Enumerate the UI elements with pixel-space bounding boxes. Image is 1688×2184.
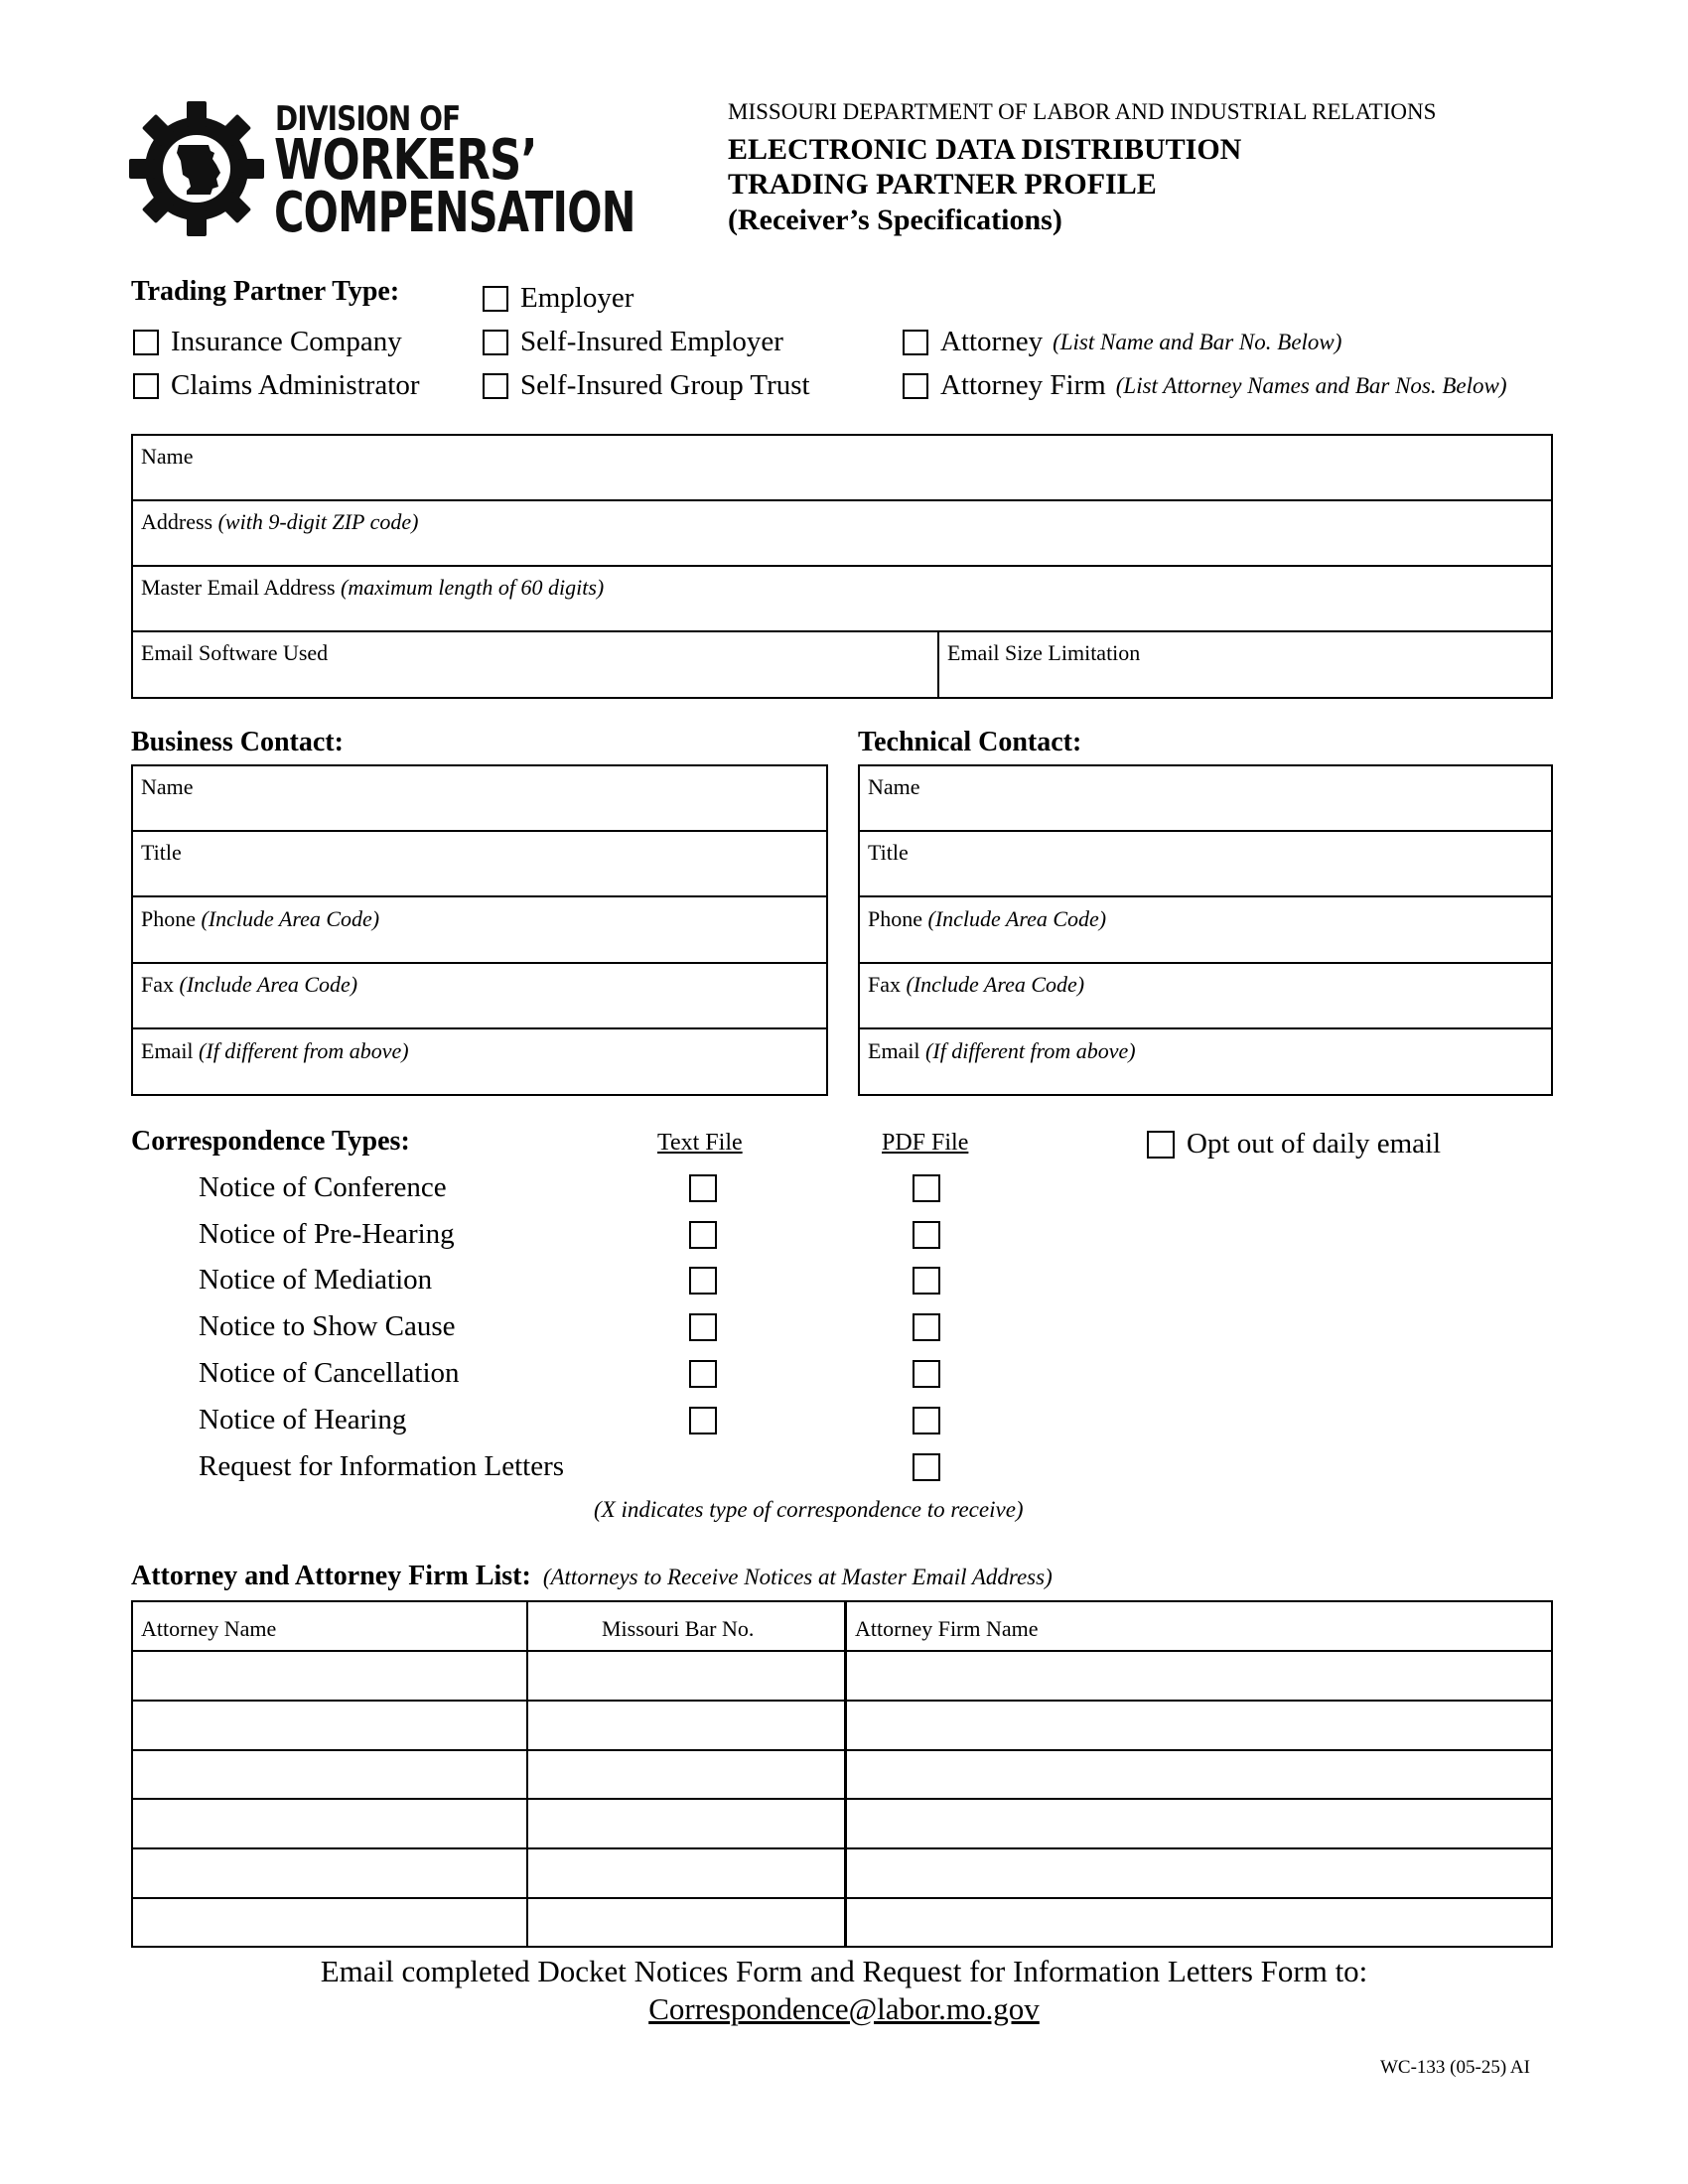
department-name: MISSOURI DEPARTMENT OF LABOR AND INDUSTRIAL RELATIONS [728,99,1437,124]
pdf-file-checkbox-mediation[interactable] [913,1267,940,1295]
employer-checkbox[interactable] [483,286,508,312]
text-file-checkbox-pre-hearing[interactable] [689,1221,717,1249]
name-field[interactable] [133,436,1551,501]
text-file-checkbox-conference[interactable] [689,1174,717,1202]
option-self-insured-group-trust[interactable] [483,369,810,402]
business-fax-field[interactable] [133,964,826,1029]
pdf-file-checkbox-hearing[interactable] [913,1407,940,1434]
attorney-label: Attorney [940,326,1044,357]
opt-out-checkbox[interactable] [1147,1131,1175,1159]
email-software-field[interactable] [133,632,939,698]
form-title-3: (Receiver’s Specifications) [728,204,1062,236]
attorney-checkbox[interactable] [903,330,928,355]
self-insured-group-trust-checkbox[interactable] [483,373,508,399]
opt-out-label: Opt out of daily email [1187,1128,1442,1160]
technical-title-label: Title [868,840,909,865]
column-header-attorney-name: Attorney Name [141,1616,277,1641]
business-phone-note: (Include Area Code) [201,906,380,931]
business-email-label: Email [141,1038,194,1063]
row-divider [133,1650,1551,1652]
technical-phone-note: (Include Area Code) [927,906,1107,931]
business-email-note: (If different from above) [199,1038,409,1063]
technical-email-field[interactable] [860,1030,1551,1096]
claims-administrator-label: Claims Administrator [171,369,420,401]
column-divider [526,1602,528,1946]
logo-line-2: WORKERS’ [274,128,537,193]
attorney-firm-note: (List Attorney Names and Bar Nos. Below) [1115,372,1507,398]
technical-phone-label: Phone [868,906,922,931]
attorney-firm-checkbox[interactable] [903,373,928,399]
master-email-label: Master Email Address [141,575,336,600]
text-file-checkbox-show-cause[interactable] [689,1313,717,1341]
logo-line-1: DIVISION OF [275,99,461,139]
form-number: WC-133 (05-25) AI [1380,2057,1530,2078]
column-header-bar-number: Missouri Bar No. [602,1616,755,1641]
pdf-file-checkbox-conference[interactable] [913,1174,940,1202]
business-fax-note: (Include Area Code) [179,972,358,997]
submission-email-container [0,1991,1688,2027]
business-name-label: Name [141,774,194,799]
pdf-file-checkbox-pre-hearing[interactable] [913,1221,940,1249]
employer-label: Employer [520,282,634,314]
opt-out-daily-email[interactable] [1147,1128,1441,1160]
business-contact-box [131,764,828,1096]
column-header-firm-name: Attorney Firm Name [855,1616,1039,1641]
self-insured-employer-label: Self-Insured Employer [520,326,783,357]
correspondence-footnote: (X indicates type of correspondence to receive) [594,1497,1024,1522]
correspondence-item: Request for Information Letters [199,1450,565,1482]
attorney-list-note: (Attorneys to Receive Notices at Master Email Address) [542,1565,1053,1589]
row-divider [133,1798,1551,1800]
attorney-note: (List Name and Bar No. Below) [1053,329,1342,354]
technical-contact-heading: Technical Contact: [858,727,1082,757]
attorney-list-heading: Attorney and Attorney Firm List: [131,1561,531,1591]
option-attorney-firm[interactable] [903,369,1507,402]
business-email-field[interactable] [133,1030,826,1096]
option-attorney[interactable] [903,326,1341,358]
form-title-1: ELECTRONIC DATA DISTRIBUTION [728,133,1242,166]
correspondence-item: Notice of Conference [199,1171,447,1203]
text-file-column-header: Text File [657,1130,743,1156]
email-software-label: Email Software Used [141,640,329,665]
pdf-file-checkbox-cancellation[interactable] [913,1360,940,1388]
business-name-field[interactable] [133,766,826,832]
technical-fax-field[interactable] [860,964,1551,1029]
partner-type-label: Trading Partner Type: [131,276,400,307]
master-email-note: (maximum length of 60 digits) [341,575,605,600]
business-title-field[interactable] [133,832,826,897]
row-divider [133,1897,1551,1899]
option-employer[interactable] [483,282,633,315]
gear-logo-icon [127,99,266,238]
insurance-company-checkbox[interactable] [133,330,159,355]
business-phone-field[interactable] [133,898,826,964]
address-field[interactable] [133,501,1551,567]
form-title-2: TRADING PARTNER PROFILE [728,168,1157,201]
address-field-note: (with 9-digit ZIP code) [217,509,419,534]
business-phone-label: Phone [141,906,196,931]
technical-fax-label: Fax [868,972,901,997]
self-insured-employer-checkbox[interactable] [483,330,508,355]
email-size-field[interactable] [939,632,1551,698]
email-size-label: Email Size Limitation [947,640,1141,665]
correspondence-item: Notice of Mediation [199,1264,433,1296]
correspondence-heading: Correspondence Types: [131,1126,410,1157]
partner-info-box [131,434,1553,699]
option-self-insured-employer[interactable] [483,326,783,358]
technical-contact-box [858,764,1553,1096]
text-file-checkbox-mediation[interactable] [689,1267,717,1295]
technical-email-label: Email [868,1038,920,1063]
logo-line-3: COMPENSATION [274,181,635,245]
technical-email-note: (If different from above) [925,1038,1136,1063]
option-insurance-company[interactable] [133,326,402,358]
business-contact-heading: Business Contact: [131,727,344,757]
column-divider [844,1602,847,1946]
technical-phone-field[interactable] [860,898,1551,964]
pdf-file-column-header: PDF File [882,1130,969,1156]
technical-name-field[interactable] [860,766,1551,832]
correspondence-item: Notice of Cancellation [199,1357,460,1389]
address-field-label: Address [141,509,213,534]
pdf-file-checkbox-information-letters[interactable] [913,1453,940,1481]
attorney-firm-label: Attorney Firm [940,369,1106,401]
correspondence-item: Notice of Hearing [199,1404,407,1435]
name-field-label: Name [141,444,194,469]
text-file-checkbox-hearing[interactable] [689,1407,717,1434]
technical-title-field[interactable] [860,832,1551,897]
technical-fax-note: (Include Area Code) [906,972,1085,997]
insurance-company-label: Insurance Company [171,326,402,357]
option-claims-administrator[interactable] [133,369,420,402]
row-divider [133,1847,1551,1849]
submission-email-link[interactable]: Correspondence@labor.mo.gov [648,1991,1040,2026]
correspondence-item: Notice to Show Cause [199,1310,456,1342]
business-title-label: Title [141,840,182,865]
claims-administrator-checkbox[interactable] [133,373,159,399]
self-insured-group-trust-label: Self-Insured Group Trust [520,369,810,401]
master-email-field[interactable] [133,567,1551,632]
technical-name-label: Name [868,774,920,799]
attorney-list-title [131,1561,1053,1592]
submission-instructions: Email completed Docket Notices Form and Request for Information Letters Form to: [320,1954,1368,1988]
text-file-checkbox-cancellation[interactable] [689,1360,717,1388]
correspondence-item: Notice of Pre-Hearing [199,1218,455,1250]
attorney-table [131,1600,1553,1948]
business-fax-label: Fax [141,972,174,997]
pdf-file-checkbox-show-cause[interactable] [913,1313,940,1341]
row-divider [133,1700,1551,1702]
row-divider [133,1749,1551,1751]
